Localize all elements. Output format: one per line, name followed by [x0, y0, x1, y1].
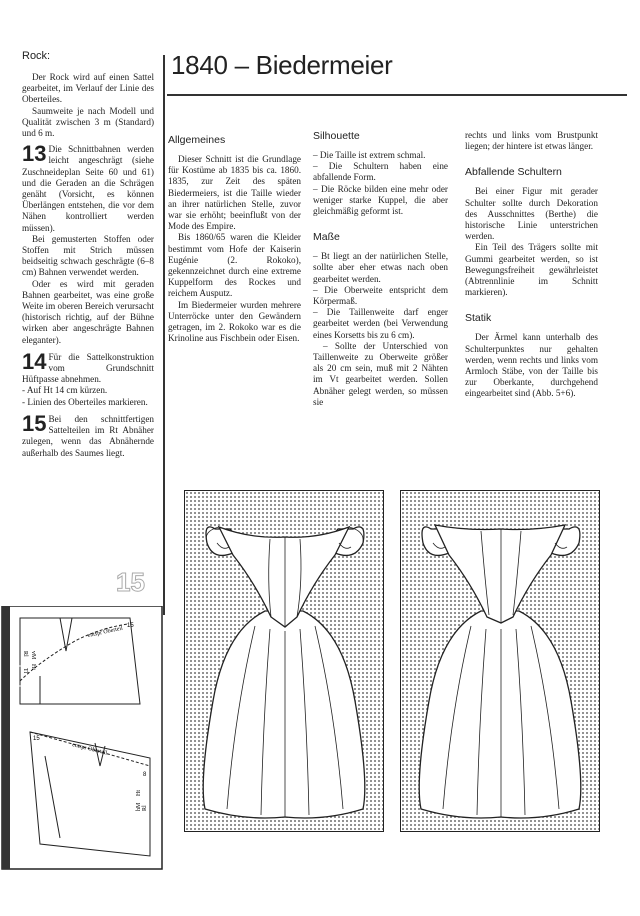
rock-paragraph: Oder es wird mit geraden Bahnen gearbeitet, was eine große Weite im oberen Bereich verursacht (historisch richtig, auf der Bühne wirken aber angeschrägte Bahnen eleganter). — [22, 278, 154, 345]
gown-front-drawing — [185, 491, 383, 831]
pattern-label: Ht — [136, 790, 142, 796]
step-number: 14 — [22, 348, 47, 374]
body-paragraph: Bei einer Figur mit gerader Schulter sollte durch Dekoration des Ausschnittes (Berthe) die historische Linie unterstrichen werden. — [465, 186, 598, 242]
body-paragraph: Ein Teil des Trägers sollte mit Gummi gearbeitet werden, so ist Bewegungsfreiheit gewährleistet (Abtrennlinie im Schnitt markieren). — [465, 242, 598, 298]
bullet-item: – Die Taille ist extrem schmal. — [313, 150, 426, 160]
figure-number: 15 — [116, 567, 145, 597]
section-heading: Abfallende Schultern — [465, 166, 562, 179]
bullet-item: – Sollte der Unterschied von Taillenweite zu Oberweite größer als 20 cm sein, muß mit 2 Nähten im Vt gearbeitet werden. Sollen Abnäher gelegt werden, so müssen sie — [313, 340, 448, 407]
pattern-label: entspr Oberteil — [71, 742, 108, 757]
pattern-label: 15 — [127, 623, 134, 629]
rock-heading: Rock: — [22, 50, 51, 62]
pattern-label: Tl — [22, 668, 28, 674]
column-silhouette — [313, 130, 448, 408]
section-heading: Silhouette — [313, 130, 360, 142]
bullet-item: – Die Schultern haben eine abfallende Form. — [313, 161, 448, 183]
column-divider — [163, 55, 165, 615]
step-number: 15 — [22, 410, 47, 436]
step-13 — [22, 141, 154, 234]
gown-back-drawing — [401, 491, 599, 831]
body-paragraph: Im Biedermeier wurden mehrere Unterröcke unter den Gewändern getragen, im 2. Rokoko war es die Krinoline aus Fischbein oder Eisen. — [168, 299, 301, 344]
body-paragraph: Der Ärmel kann unterhalb des Schulterpunktes nur gehalten werden, wenn rechts und links vom Armloch Stäbe, von der Taille bis zur Oberkante, durchgehend eingearbeitet sind (Abb. 5+6). — [465, 332, 598, 399]
title-rule — [167, 94, 627, 96]
pattern-label: vM — [30, 651, 36, 660]
body-paragraph: rechts und links vom Brustpunkt liegen; der hintere ist etwas länger. — [465, 130, 598, 152]
left-column — [22, 50, 154, 459]
rock-paragraph: Saumweite je nach Modell und Qualität zwischen 3 m (Standard) und 6 m. — [22, 105, 154, 139]
dress-front-illustration — [184, 490, 384, 832]
pattern-label: Ht — [30, 664, 36, 670]
skirt-yoke-pattern-diagram — [0, 606, 170, 871]
pattern-label: 15 — [33, 736, 40, 742]
dress-back-illustration — [400, 490, 600, 832]
bullet-item: – Bt liegt an der natürlichen Stelle, sollte aber eher etwas nach oben gearbeitet werden. — [313, 251, 448, 284]
bullet-item: – Die Röcke bilden eine mehr oder weniger starke Kuppel, die aber gleichmäßig geformt ist. — [313, 183, 448, 217]
section-heading: Allgemeines — [168, 134, 226, 146]
body-paragraph: Bis 1860/65 waren die Kleider bestimmt vom Hofe der Kaiserin Eugénie (2. Rokoko), gekennzeichnet durch eine extreme Kuppelform des Rockes und reichem Ausputz. — [168, 232, 301, 299]
step-bullet: - Linien des Oberteiles markieren. — [22, 396, 148, 407]
step-15 — [22, 410, 154, 459]
pattern-label: entspr Oberteil — [87, 625, 124, 639]
bullet-item: – Die Oberweite entspricht dem Körpermaß. — [313, 284, 448, 307]
step-number: 13 — [22, 141, 47, 167]
page-title: 1840 – Biedermeier — [171, 50, 393, 80]
pattern-label: Rl — [142, 805, 148, 811]
pattern-label: 8 — [143, 772, 147, 778]
pattern-label: Rl — [22, 651, 28, 657]
column-schultern — [465, 130, 598, 400]
pattern-label: hM — [136, 802, 142, 811]
rock-paragraph: Bei gemusterten Stoffen oder Stoffen mit Strich müssen beidseitig schwach geschrägte (6–8 cm) Bahnen verwendet werden. — [22, 233, 154, 278]
body-paragraph: Dieser Schnitt ist die Grundlage für Kostüme ab 1835 bis ca. 1860. 1835, zur Zeit des späten Biedermeiers, ist die Taille wieder an ihrer natürlichen Stelle, zuvor war sie erhöht; beeinflußt von der Mode des Empire. — [168, 154, 301, 232]
column-allgemeines — [168, 134, 301, 344]
step-text: Die Schnittbahnen werden leicht angeschrägt (siehe Zuschneideplan Seite 60 und 61) und die Geraden an die Schrägen genäht (Vorsicht, es können Überlängen entstehen, die vor dem Nähen kontrolliert werden müssen). — [22, 144, 154, 233]
step-14 — [22, 348, 154, 386]
step-bullet: - Auf Ht 14 cm kürzen. — [22, 385, 108, 396]
section-heading: Maße — [313, 231, 340, 244]
step-text: Bei den schnittfertigen Sattelteilen im Rt Abnäher zulegen, wenn das Abnähernde außerhalb des Saumes liegt. — [22, 413, 154, 458]
step-text: Für die Sattelkonstruktion vom Grundschnitt Hüftpasse abnehmen. — [22, 351, 154, 385]
rock-paragraph: Der Rock wird auf einen Sattel gearbeitet, im Verlauf der Linie des Oberteiles. — [22, 72, 154, 105]
bullet-item: – Die Taillenweite darf enger gearbeitet werden (bei Verwendung eines Korsetts bis zu 6 cm). — [313, 307, 448, 340]
section-heading: Statik — [465, 312, 492, 325]
